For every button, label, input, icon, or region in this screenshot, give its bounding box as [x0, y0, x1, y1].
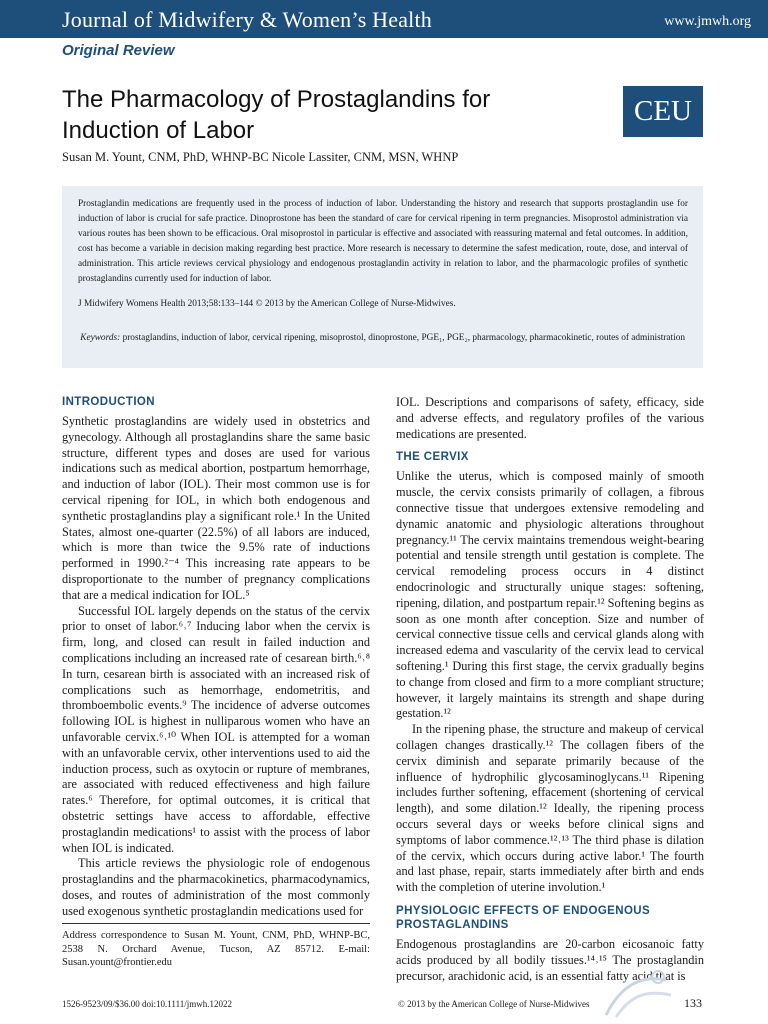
footer-copyright: © 2013 by the American College of Nurse-Midwives	[398, 999, 590, 1009]
keywords-list: prostaglandins, induction of labor, cervical ripening, misoprostol, dinoprostone, PGE₁, PGE₂, pharmacology, pharmacokinetic, routes of administration	[122, 333, 685, 343]
page-number: 133	[684, 996, 702, 1010]
journal-name: Journal of Midwifery & Women’s Health	[62, 7, 432, 32]
author-list: Susan M. Yount, CNM, PhD, WHNP-BC Nicole Lassiter, CNM, MSN, WHNP	[62, 150, 459, 164]
decorative-watermark-icon	[596, 965, 676, 1020]
intro-paragraph-1: Synthetic prostaglandins are widely used in obstetrics and gynecology. Although all prostaglandins share the same basic structure, different types and doses are used for various indications such as medical abortion, postpartum hemorrhage, and induction of labor (IOL). Their most common use is for cervical ripening for IOL, in which both endogenous and synthetic prostaglandins play a significant role.¹ In the United States, almost one-quarter (22.5%) of all labors are induced, which is more than twice the 9.5% rate of inductions performed in 1990.²⁻⁴ This increasing rate appears to be disproportionate to the number of pregnancy complications that are a medical indication for IOL.⁵	[62, 414, 370, 602]
title-line-1: The Pharmacology of Prostaglandins for	[62, 86, 491, 113]
footer-issn-doi: 1526-9523/09/$36.00 doi:10.1111/jmwh.12022	[62, 999, 232, 1009]
title-line-2: Induction of Labor	[62, 117, 255, 144]
right-column	[396, 395, 704, 984]
journal-header-bar	[0, 0, 768, 38]
footnote-divider	[62, 923, 370, 924]
abstract-box	[62, 186, 703, 368]
intro-paragraph-2: Successful IOL largely depends on the status of the cervix prior to onset of labor.⁶˒⁷ Inducing labor when the cervix is firm, long, and closed can result in failed induction and complications including an increased rate of cesarean birth.⁶˒⁸ In turn, cesarean birth is associated with an increased risk of complications such as hemorrhage, endometritis, and thromboembolic events.⁹ The incidence of adverse outcomes following IOL is highest in nulliparous women who have an unfavorable cervix.⁶˒¹⁰ When IOL is attempted for a woman with an unfavorable cervix, other interventions used to aid the induction process, such as oxytocin or rupture of membranes, are associated with reduced effectiveness and high failure rates.⁶ Therefore, for optimal outcomes, it is critical that obstetric settings have access to affordable, effective prostaglandin medications¹ to assist with the process of labor when IOL is indicated.	[62, 603, 370, 855]
journal-url-link[interactable]: www.jmwh.org	[664, 14, 751, 29]
article-title	[62, 84, 582, 146]
introduction-heading: INTRODUCTION	[62, 396, 155, 408]
keywords-line	[66, 331, 685, 345]
intro-paragraph-3-continued: IOL. Descriptions and comparisons of safety, efficacy, side and adverse effects, and regulatory profiles of the various medications are presented.	[396, 395, 704, 441]
ceu-badge: CEU	[623, 86, 703, 137]
section-label: Original Review	[62, 42, 175, 59]
cervix-paragraph-1: Unlike the uterus, which is composed mainly of smooth muscle, the cervix consists primarily of collagen, a fibrous connective tissue that undergoes extensive remodeling and dynamic anatomic and physiologic alterations throughout pregnancy.¹¹ The cervix maintains tremendous weight-bearing potential and tensile strength until gestation is complete. The cervical remodeling process occurs in 4 distinct endocrinologic and structurally unique stages: softening, ripening, dilation, and postpartum repair.¹² Softening begins as soon as one month after conception. Size and number of cervical connective tissue cells and cervical glands along with increased edema and vascularity of the cervix lead to cervical softening.¹ During this first stage, the cervix gradually begins to change from closed and firm to a more compliant structure; however, it largely maintains its strength and shape during gestation.¹²	[396, 469, 704, 721]
abstract-text: Prostaglandin medications are frequently used in the process of induction of labor. Understanding the history and research that supports prostaglandin use for induction of labor is crucial for safe practice. Dinoprostone has been the standard of care for cervical ripening in term pregnancies. Misoprostol administration via various routes has been shown to be efficacious. Oral misoprostol in particular is effective and associated with reassuring maternal and fetal outcomes. In addition, cost has become a variable in decision making regarding best practice. More research is necessary to determine the safest medication, route, dose, and interval of administration. This article reviews cervical physiology and endogenous prostaglandin activity in relation to labor, and the pharmacologic profiles of synthetic prostaglandins currently used for induction of labor.	[78, 199, 688, 284]
keywords-label: Keywords:	[80, 333, 121, 343]
citation-line: J Midwifery Womens Health 2013;58:133–144 © 2013 by the American College of Nurse-Midwives.	[78, 299, 456, 309]
physiologic-effects-heading: PHYSIOLOGIC EFFECTS OF ENDOGENOUS PROSTAGLANDINS	[396, 904, 651, 931]
cervix-heading: THE CERVIX	[396, 451, 469, 464]
physiologic-paragraph-1: Endogenous prostaglandins are 20-carbon eicosanoic fatty acids produced by all bodily tissues.¹⁴˒¹⁵ The prostaglandin precursor, arachidonic acid, is an essential fatty acid that is	[396, 936, 704, 983]
correspondence-footnote: Address correspondence to Susan M. Yount, CNM, PhD, WHNP-BC, 2538 N. Orchard Avenue, Tucson, AZ 85712. E-mail: Susan.yount@frontier.edu	[62, 930, 370, 968]
left-column	[62, 395, 370, 920]
intro-paragraph-3: This article reviews the physiologic role of endogenous prostaglandins and the pharmacokinetics, pharmacodynamics, doses, and routes of administration of the most commonly used exogenous synthetic prostaglandin medications used for	[62, 856, 370, 918]
cervix-paragraph-2: In the ripening phase, the structure and makeup of cervical collagen changes drastically.¹² The collagen fibers of the cervix diminish and separate primarily because of the influence of hydrophilic glycosaminoglycans.¹¹ Ripening includes further softening, effacement (shortening of cervical length), and some dilation.¹² Ideally, the ripening process occurs several days or weeks before clinical signs and symptoms of labor commence.¹²˒¹³ The third phase is dilation of the cervix, which occurs during active labor.¹ The fourth and last phase, repair, starts immediately after birth and ends with the completion of uterine involution.¹	[396, 722, 704, 895]
